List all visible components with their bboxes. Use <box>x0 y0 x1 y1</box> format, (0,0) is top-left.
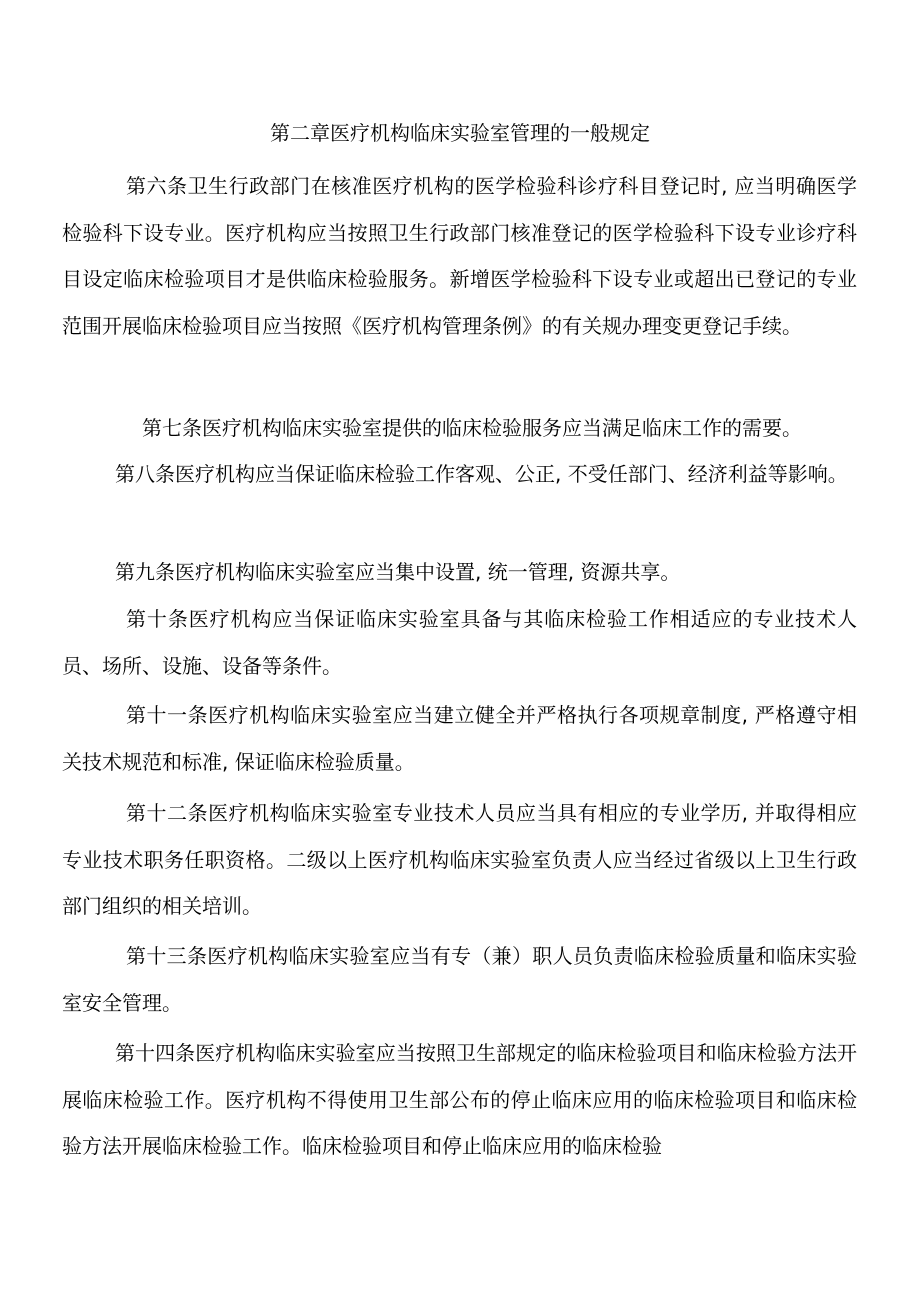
article-12-paragraph: 第十二条医疗机构临床实验室专业技术人员应当具有相应的专业学历, 并取得相应专业技术职务任职资格。二级以上医疗机构临床实验室负责人应当经过省级以上卫生行政部门组织的相关培训。 <box>62 801 857 919</box>
article-8-paragraph: 第八条医疗机构应当保证临床检验工作客观、公正, 不受任部门、经济利益等影响。 <box>115 462 848 486</box>
chapter-title: 第二章医疗机构临床实验室管理的一般规定 <box>270 121 650 145</box>
article-7-paragraph: 第七条医疗机构临床实验室提供的临床检验服务应当满足临床工作的需要。 <box>142 416 802 440</box>
article-9-paragraph: 第九条医疗机构临床实验室应当集中设置, 统一管理, 资源共享。 <box>115 560 681 584</box>
article-13-paragraph: 第十三条医疗机构临床实验室应当有专（兼）职人员负责临床检验质量和临床实验室安全管理。 <box>62 944 857 1015</box>
article-11-paragraph: 第十一条医疗机构临床实验室应当建立健全并严格执行各项规章制度, 严格遵守相关技术规范和标准, 保证临床检验质量。 <box>62 703 857 774</box>
article-14-paragraph: 第十四条医疗机构临床实验室应当按照卫生部规定的临床检验项目和临床检验方法开展临床检验工作。医疗机构不得使用卫生部公布的停止临床应用的临床检验项目和临床检验方法开展临床检验工作。临床检验项目和停止临床应用的临床检验 <box>62 1041 857 1159</box>
article-6-paragraph: 第六条卫生行政部门在核准医疗机构的医学检验科诊疗科目登记时, 应当明确医学检验科下设专业。医疗机构应当按照卫生行政部门核准登记的医学检验科下设专业诊疗科目设定临床检验项目才是供临床检验服务。新增医学检验科下设专业或超出已登记的专业范围开展临床检验项目应当按照《医疗机构管理条例》的有关规办理变更登记手续。 <box>62 174 857 338</box>
article-10-paragraph: 第十条医疗机构应当保证临床实验室具备与其临床检验工作相适应的专业技术人员、场所、设施、设备等条件。 <box>62 607 857 678</box>
